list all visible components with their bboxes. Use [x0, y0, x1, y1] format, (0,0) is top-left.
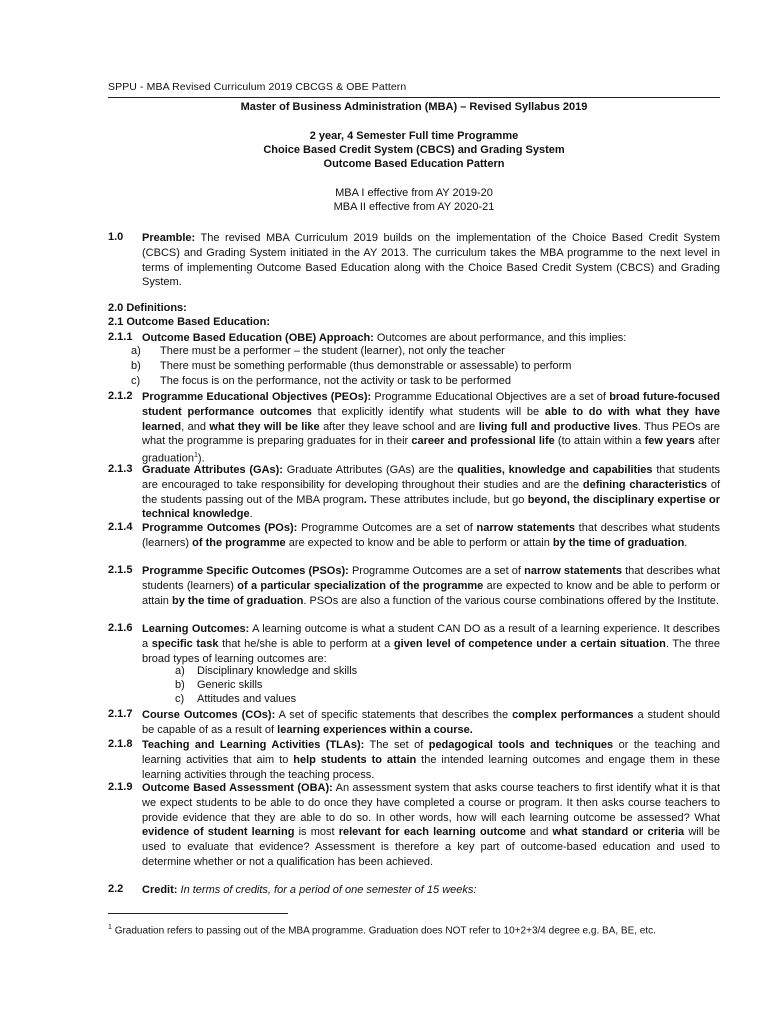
- definition-number: 2.1.9: [108, 781, 133, 793]
- pso-text: Programme Outcomes are a set of: [351, 565, 521, 577]
- pso-emphasis: by the time of graduation: [171, 594, 304, 607]
- tla-emphasis: help students to attain: [293, 753, 417, 766]
- definition-number: 2.1.5: [108, 564, 133, 576]
- peo-text: , and: [181, 420, 206, 433]
- learning-outcomes-text: that he/she is able to perform at a: [222, 637, 391, 650]
- footnote-reference: 1: [194, 452, 198, 460]
- pso-emphasis: of a particular specialization of the programme: [237, 579, 484, 592]
- effective-mba2: MBA II effective from AY 2020-21: [333, 201, 495, 213]
- definition-number: 2.1.1: [108, 331, 133, 343]
- ga-text: of the students passing out of the MBA program: [142, 478, 721, 506]
- running-header: SPPU - MBA Revised Curriculum 2019 CBCGS & OBE Pattern: [108, 81, 407, 93]
- learning-outcomes-emphasis: given level of competence under a certain situation: [393, 637, 666, 650]
- footnote-rule: [108, 913, 288, 914]
- po-text: are expected to know and be able to perform or attain: [288, 536, 550, 549]
- definition-number: 2.1.3: [108, 463, 133, 475]
- peo-text: after graduation: [142, 435, 721, 465]
- po-text: that describes what students (learners): [142, 522, 720, 549]
- learning-outcomes-text: A learning outcome is what a student CAN DO as a result of a learning experience. It describes a: [142, 623, 720, 650]
- co-emphasis: learning experiences within a course.: [277, 723, 473, 736]
- peo-emphasis: broad future-focused student performance outcomes: [142, 391, 720, 418]
- document-title: Master of Business Administration (MBA) – Revised Syllabus 2019: [240, 101, 588, 113]
- oba-emphasis: what standard or criteria: [552, 826, 685, 839]
- credit-text: In terms of credits, for a period of one semester of 15 weeks:: [180, 884, 477, 896]
- tla-emphasis: pedagogical tools and techniques: [428, 739, 614, 751]
- pso-text: are expected to know and be able to perform or attain: [142, 579, 721, 607]
- oba-text: is most: [298, 826, 335, 839]
- peo-emphasis: what they will be like: [209, 420, 320, 433]
- section-number: 2.2: [108, 883, 124, 895]
- tla-label: Teaching and Learning Activities (TLAs):: [142, 739, 365, 751]
- po-text: .: [684, 536, 688, 549]
- tla-text: The set of: [369, 739, 424, 751]
- footnote-text: Graduation refers to passing out of the MBA programme. Graduation does NOT refer to 10+2+3/4 degree e.g. BA, BE, etc.: [114, 925, 656, 937]
- ga-text: Graduate Attributes (GAs) are the: [286, 464, 454, 476]
- definition-number: 2.1.2: [108, 390, 133, 402]
- peo-paragraph: [142, 390, 720, 467]
- co-label: Course Outcomes (COs):: [142, 709, 276, 721]
- co-emphasis: complex performances: [512, 709, 634, 721]
- obe-approach-label: Outcome Based Education (OBE) Approach:: [142, 332, 374, 344]
- oba-label: Outcome Based Assessment (OBA):: [142, 782, 333, 794]
- header-rule: [108, 97, 720, 98]
- peo-emphasis: living full and productive lives: [478, 420, 638, 433]
- pso-text: . PSOs are also a function of the various course combinations offered by the Institute.: [303, 594, 719, 607]
- peo-label: Programme Educational Objectives (PEOs):: [142, 391, 372, 403]
- list-marker: c): [131, 375, 141, 387]
- obe-approach-text: Outcomes are about performance, and this implies:: [376, 332, 627, 344]
- ga-text: .: [249, 508, 253, 521]
- ga-emphasis: .: [363, 493, 367, 506]
- footnote: [108, 924, 656, 936]
- tla-paragraph: [142, 738, 720, 782]
- list-marker: c): [175, 693, 185, 705]
- obe-line: Outcome Based Education Pattern: [323, 158, 505, 170]
- list-marker: a): [131, 345, 141, 357]
- ga-paragraph: [142, 463, 720, 522]
- ga-emphasis: defining characteristics: [582, 478, 708, 491]
- ga-label: Graduate Attributes (GAs):: [142, 464, 283, 476]
- peo-text: after they leave school and are: [323, 420, 476, 433]
- peo-text: ).: [197, 452, 205, 465]
- peo-text: that explicitly identify what students will be: [317, 405, 540, 418]
- ga-text: that students are encouraged to take responsibility for developing throughout their studies and are the: [142, 464, 721, 491]
- list-marker: a): [175, 665, 185, 677]
- peo-emphasis: career and professional life: [411, 435, 555, 448]
- co-paragraph: [142, 708, 720, 738]
- po-label: Programme Outcomes (POs):: [142, 522, 298, 534]
- oba-paragraph: [142, 781, 720, 870]
- obe-approach-paragraph: [142, 331, 720, 346]
- obe-heading: 2.1 Outcome Based Education:: [108, 316, 270, 328]
- tla-text: or the teaching and learning activities that aim to: [142, 739, 720, 766]
- definition-number: 2.1.7: [108, 708, 133, 720]
- oba-emphasis: relevant for each learning outcome: [338, 826, 526, 839]
- list-marker: b): [131, 360, 141, 372]
- ga-text: These attributes include, but go: [369, 493, 525, 506]
- definition-number: 2.1.6: [108, 622, 133, 634]
- list-item: The focus is on the performance, not the activity or task to be performed: [160, 375, 511, 387]
- list-marker: b): [175, 679, 185, 691]
- ga-emphasis: beyond, the disciplinary expertise or technical knowledge: [142, 493, 720, 521]
- credit-label: Credit:: [142, 884, 178, 896]
- co-text: A set of specific statements that describes the: [278, 709, 509, 721]
- learning-outcomes-label: Learning Outcomes:: [142, 623, 250, 635]
- list-item: There must be something performable (thus demonstrable or assessable) to perform: [160, 360, 572, 372]
- po-text: Programme Outcomes are a set of: [300, 522, 473, 534]
- oba-emphasis: evidence of student learning: [142, 826, 295, 839]
- peo-emphasis: able to do with what they have learned: [142, 405, 720, 433]
- pso-paragraph: [142, 564, 720, 608]
- pso-text: that describes what students (learners): [142, 565, 721, 592]
- credit-paragraph: [142, 883, 720, 898]
- section-number: 1.0: [108, 231, 124, 243]
- peo-text: (to attain within a: [557, 435, 642, 448]
- oba-text: will be used to evaluate that evidence? Assessment is therefore a key part of outcome-based education and used to determine whether or not a qualification has been achieved.: [142, 826, 720, 868]
- pso-emphasis: narrow statements: [524, 565, 622, 577]
- definitions-heading: 2.0 Definitions:: [108, 302, 187, 314]
- definition-number: 2.1.4: [108, 521, 133, 533]
- list-item: There must be a performer – the student (learner), not only the teacher: [160, 345, 505, 357]
- definition-number: 2.1.8: [108, 738, 133, 750]
- list-item: Attitudes and values: [197, 693, 297, 705]
- po-paragraph: [142, 521, 720, 551]
- pso-label: Programme Specific Outcomes (PSOs):: [142, 565, 349, 577]
- ga-emphasis: qualities, knowledge and capabilities: [457, 464, 653, 476]
- footnote-marker: 1: [108, 924, 112, 931]
- learning-outcomes-emphasis: specific task: [151, 637, 219, 650]
- tla-text: the intended learning outcomes and engage them in these learning activities through the teaching process.: [142, 753, 720, 781]
- peo-emphasis: few years: [644, 435, 695, 448]
- preamble-paragraph: [142, 231, 720, 290]
- po-emphasis: by the time of graduation: [552, 536, 685, 549]
- effective-mba1: MBA I effective from AY 2019-20: [335, 187, 493, 199]
- peo-text: Programme Educational Objectives are a set of: [374, 391, 606, 403]
- learning-outcomes-text: . The three broad types of learning outcomes are:: [142, 637, 721, 665]
- oba-text: and: [530, 826, 549, 839]
- cbcs-line: Choice Based Credit System (CBCS) and Grading System: [263, 144, 565, 156]
- list-item: Generic skills: [197, 679, 263, 691]
- po-emphasis: narrow statements: [476, 522, 575, 534]
- peo-text: . Thus PEOs are what the programme is preparing graduates for in their: [142, 420, 721, 448]
- programme-line: 2 year, 4 Semester Full time Programme: [309, 130, 519, 142]
- preamble-text: The revised MBA Curriculum 2019 builds on the implementation of the Choice Based Credit System (CBCS) and Grading System initiated in the AY 2013. The curriculum takes the MBA programme to the next level in terms of implementing Outcome Based Education along with the Choice Based Credit System (CBCS) and Grading System.: [142, 232, 721, 289]
- preamble-label: Preamble:: [142, 232, 196, 244]
- co-text: a student should be capable of as a result of: [142, 709, 721, 736]
- list-item: Disciplinary knowledge and skills: [197, 665, 358, 677]
- learning-outcomes-paragraph: [142, 622, 720, 666]
- oba-text: An assessment system that asks course teachers to first identify what it is that we expect students to be able to do once they have completed a course or program. It then asks course teachers to provide evidence that they are able to do so. In other words, how will each learning outcome be assessed? What: [142, 782, 721, 824]
- po-emphasis: of the programme: [192, 536, 286, 549]
